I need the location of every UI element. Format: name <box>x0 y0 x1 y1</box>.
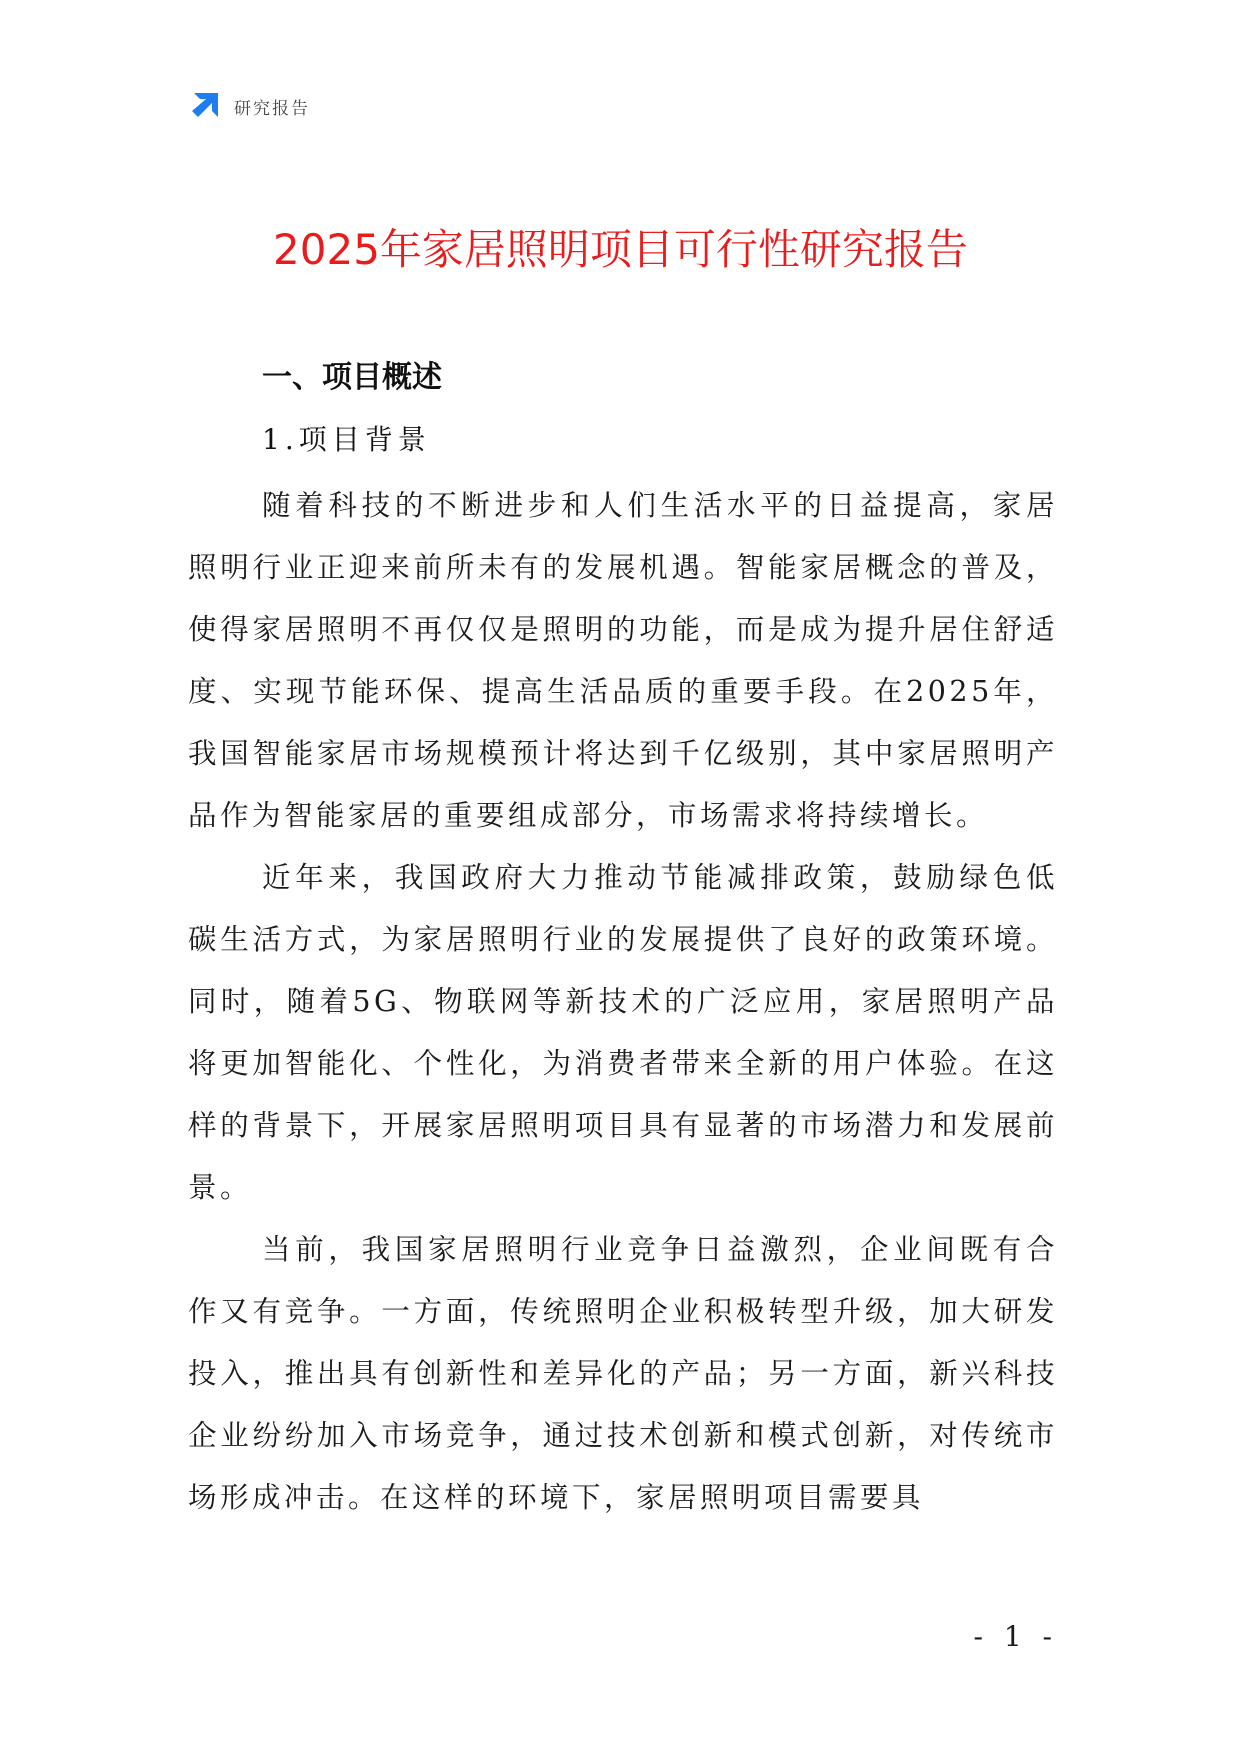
page-number: - 1 - <box>973 1620 1058 1653</box>
paragraph: 随着科技的不断进步和人们生活水平的日益提高，家居照明行业正迎来前所未有的发展机遇。智能家居概念的普及，使得家居照明不再仅仅是照明的功能，而是成为提升居住舒适度、实现节能环保、提高生活品质的重要手段。在2025年，我国智能家居市场规模预计将达到千亿级别，其中家居照明产品作为智能家居的重要组成部分，市场需求将持续增长。 <box>188 489 1058 832</box>
body-text <box>188 475 1058 1529</box>
paragraph: 近年来，我国政府大力推动节能减排政策，鼓励绿色低碳生活方式，为家居照明行业的发展提供了良好的政策环境。同时，随着5G、物联网等新技术的广泛应用，家居照明产品将更加智能化、个性化，为消费者带来全新的用户体验。在这样的背景下，开展家居照明项目具有显著的市场潜力和发展前景。 <box>188 861 1058 1204</box>
section-heading: 一、项目概述 <box>262 360 442 395</box>
page-header <box>188 88 310 124</box>
document-title: 2025年家居照明项目可行性研究报告 <box>273 225 968 274</box>
subsection-heading: 1.项目背景 <box>262 423 431 456</box>
header-label: 研究报告 <box>234 98 310 119</box>
arrow-up-right-icon <box>188 89 222 123</box>
paragraph: 当前，我国家居照明行业竞争日益激烈，企业间既有合作又有竞争。一方面，传统照明企业积极转型升级，加大研发投入，推出具有创新性和差异化的产品；另一方面，新兴科技企业纷纷加入市场竞争，通过技术创新和模式创新，对传统市场形成冲击。在这样的环境下，家居照明项目需要具 <box>188 1233 1058 1514</box>
